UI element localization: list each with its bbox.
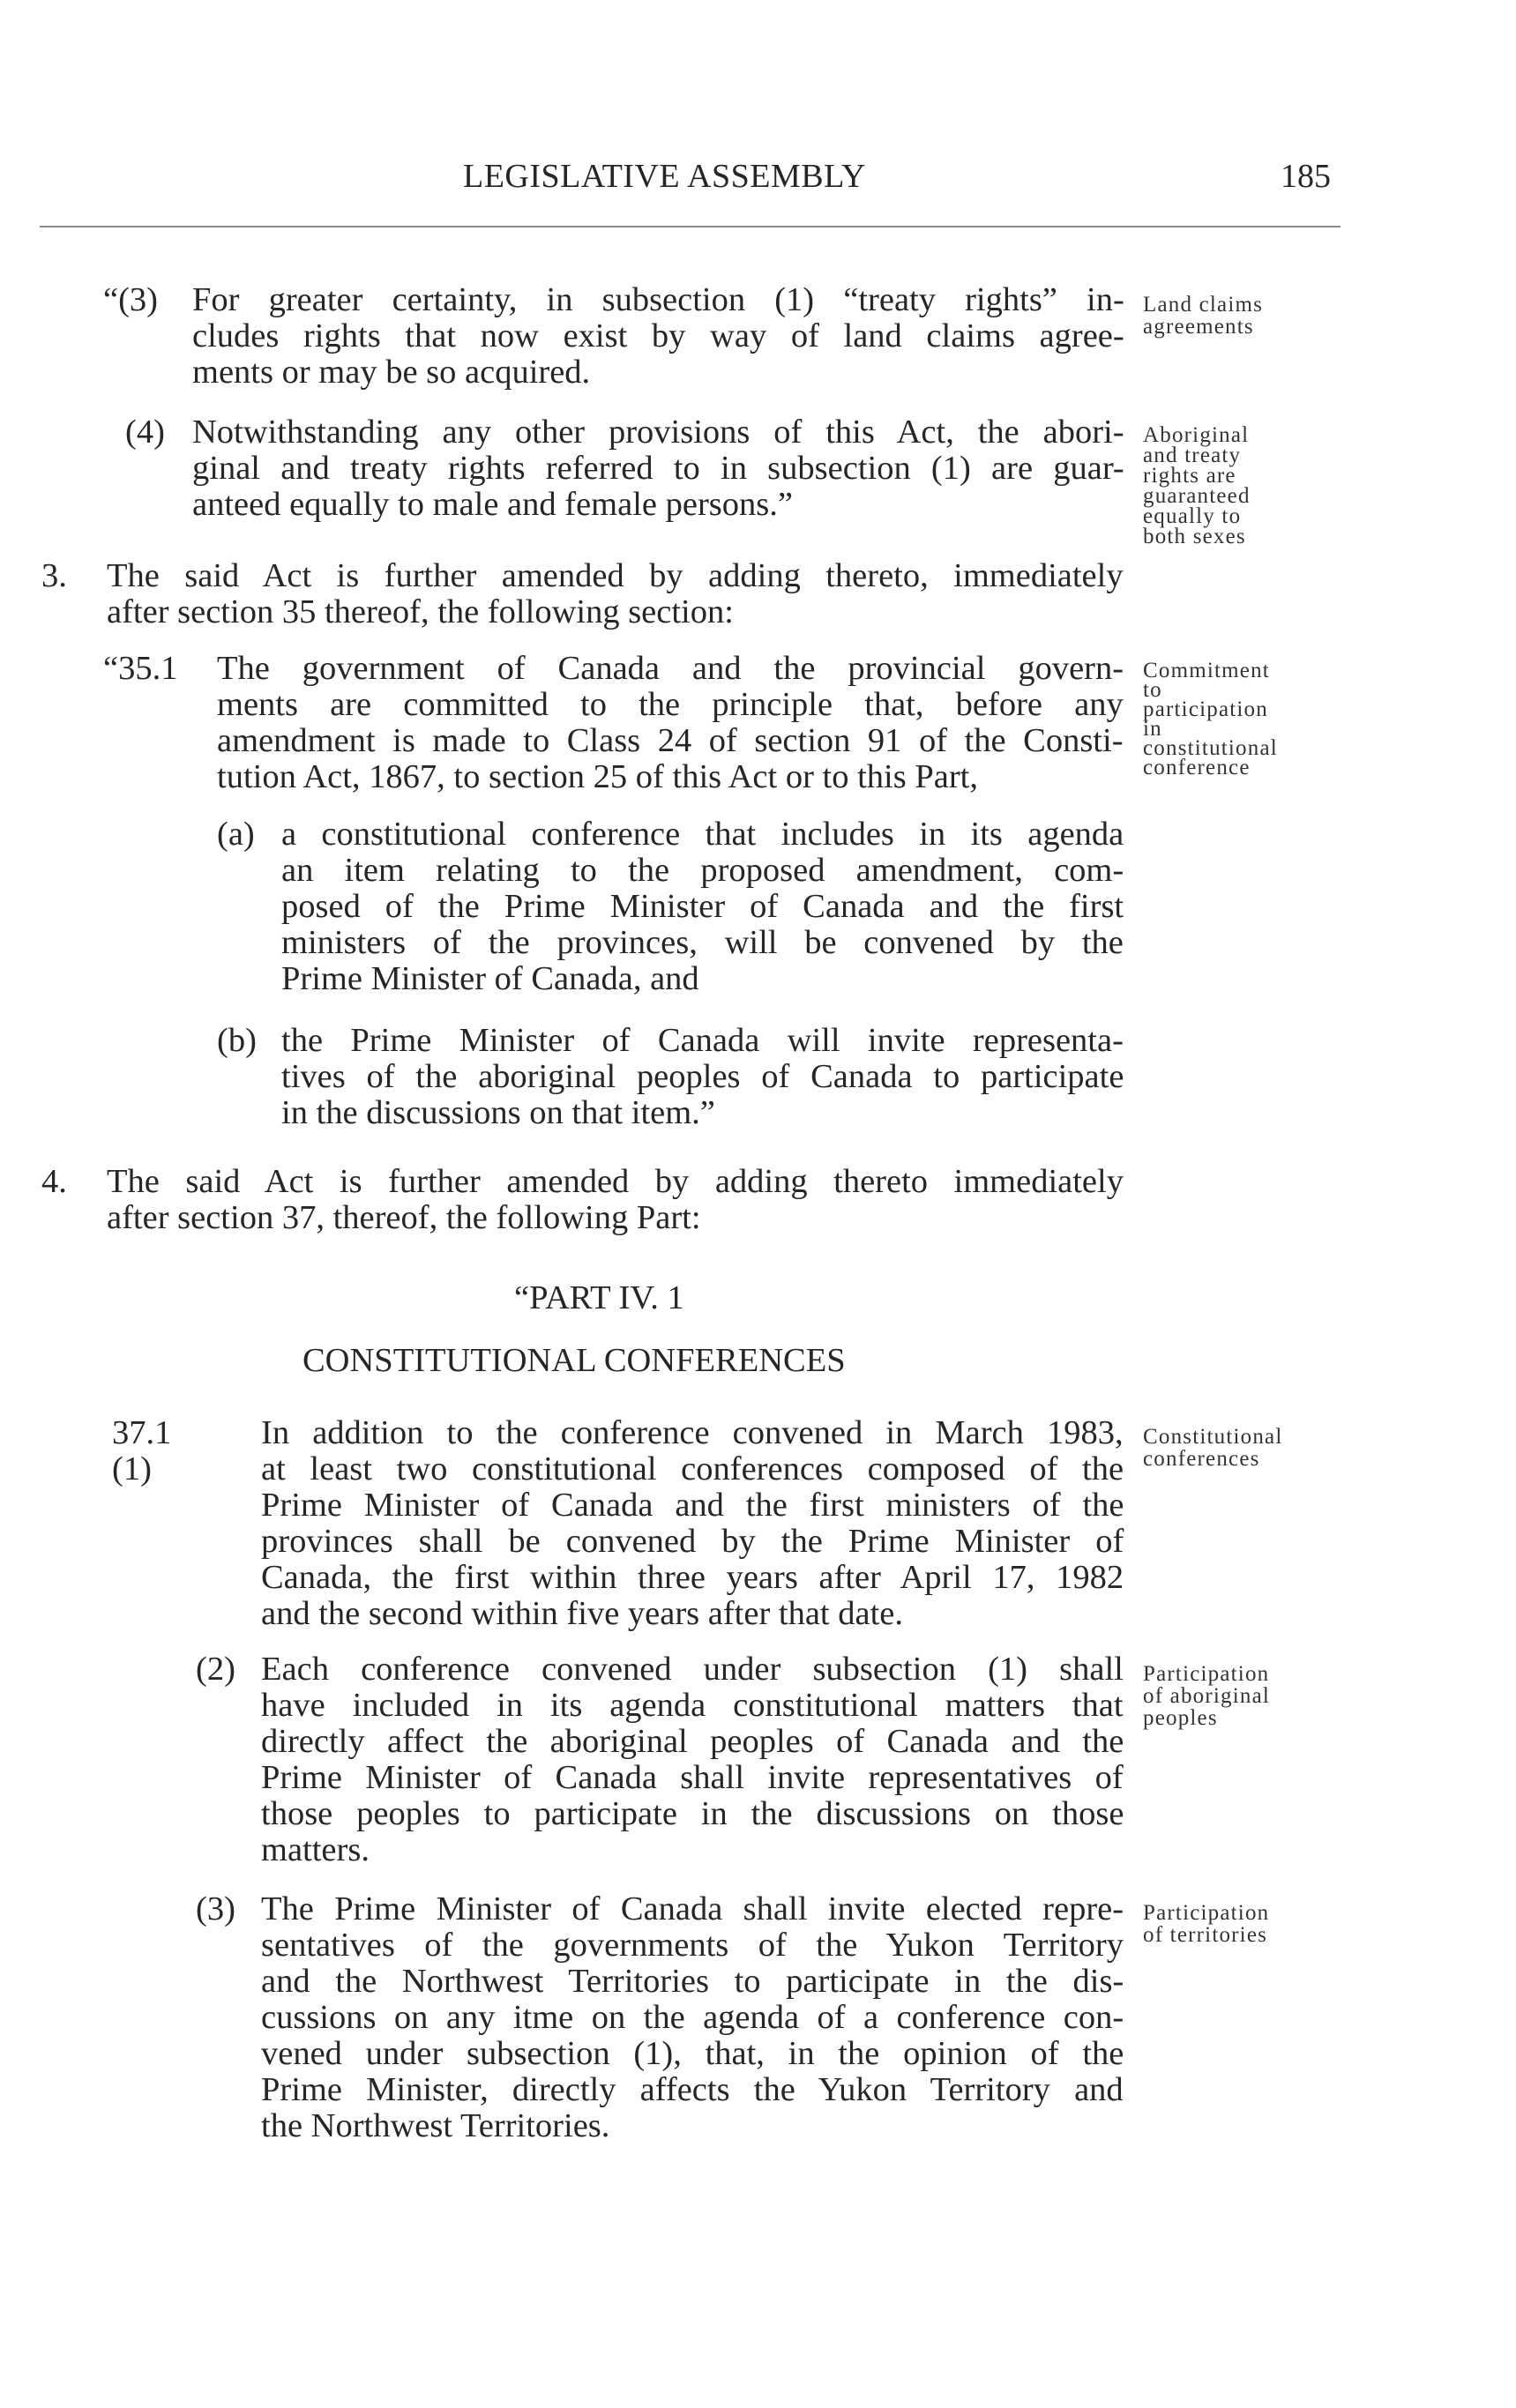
paragraph-number: (a) (217, 816, 255, 853)
text-line: those peoples to participate in the discussions on those (261, 1795, 1124, 1832)
text-line: sentatives of the governments of the Yukon Territory (261, 1927, 1124, 1964)
text-line: Canada, the first within three years after April 17, 1982 (261, 1559, 1124, 1596)
header-title: LEGISLATIVE ASSEMBLY (463, 158, 866, 195)
part-heading: “PART IV. 1 (514, 1279, 684, 1316)
text-line: The said Act is further amended by adding thereto, immediately (107, 557, 1124, 594)
note-line: conferences (1143, 1447, 1260, 1471)
paragraph-number: 3. (41, 557, 67, 594)
note-line: Participation (1143, 1662, 1270, 1686)
paragraph-text (107, 558, 1124, 630)
text-line: tution Act, 1867, to section 25 of this Act or to this Part, (217, 758, 978, 795)
note-line: agreements (1143, 315, 1254, 339)
paragraph-text (261, 1891, 1124, 2144)
paragraph-number: 37.1 (1) (112, 1414, 172, 1487)
text-line: In addition to the conference convened in March 1983, (261, 1414, 1124, 1451)
text-line: anteed equally to male and female persons.” (192, 486, 793, 523)
note-line: to (1143, 678, 1162, 702)
note-line: both sexes (1143, 525, 1246, 548)
text-line: Prime Minister of Canada, and (281, 960, 699, 997)
text-line: Prime Minister of Canada and the first ministers of the (261, 1487, 1124, 1524)
page-number: 185 (1281, 158, 1331, 195)
text-line: after section 35 thereof, the following section: (107, 593, 734, 630)
paragraph-number: (4) (125, 414, 165, 451)
margin-note-participation-aboriginal (1143, 1663, 1270, 1729)
paragraph-text (261, 1415, 1124, 1632)
text-line: have included in its agenda constitutional matters that (261, 1687, 1124, 1724)
paragraph-number: “(3) (103, 281, 158, 318)
note-line: and treaty (1143, 444, 1242, 467)
text-line: a constitutional conference that includes in its agenda (281, 816, 1124, 853)
text-line: the Prime Minister of Canada will invite representa- (281, 1022, 1124, 1059)
margin-note-land-claims (1143, 294, 1263, 338)
text-line: matters. (261, 1831, 370, 1868)
text-line: in the discussions on that item.” (281, 1094, 715, 1131)
text-line: vened under subsection (1), that, in the opinion of the (261, 2035, 1124, 2072)
paragraph-text (192, 414, 1124, 523)
paragraph-text (281, 1023, 1124, 1131)
paragraph-number: (3) (196, 1890, 235, 1927)
text-line: ments or may be so acquired. (192, 354, 591, 391)
text-line: provinces shall be convened by the Prime Minister of (261, 1523, 1124, 1560)
paragraph-text (281, 816, 1124, 997)
paragraph-text (261, 1651, 1124, 1868)
paragraph-number: (2) (196, 1651, 235, 1688)
text-line: directly affect the aboriginal peoples of Canada and the (261, 1723, 1124, 1760)
text-line: Notwithstanding any other provisions of this Act, the abori- (192, 414, 1124, 451)
text-line: Prime Minister, directly affects the Yukon Territory and (261, 2071, 1124, 2108)
text-line: cussions on any itme on the agenda of a conference con- (261, 1999, 1124, 2036)
text-line: and the second within five years after that date. (261, 1595, 904, 1632)
page-header (0, 157, 1516, 201)
note-line: of aboriginal (1143, 1684, 1271, 1708)
text-line: cludes rights that now exist by way of land claims agree- (192, 317, 1124, 354)
note-line: guaranteed (1143, 484, 1251, 508)
note-line: Land claims (1143, 293, 1264, 317)
note-line: peoples (1143, 1706, 1218, 1730)
margin-note-constitutional-conferences (1143, 1426, 1282, 1470)
text-line: The said Act is further amended by adding thereto immediately (107, 1163, 1124, 1200)
text-line: ments are committed to the principle that, before any (217, 686, 1124, 723)
text-line: at least two constitutional conferences composed of the (261, 1450, 1124, 1487)
paragraph-number: 4. (41, 1163, 67, 1200)
text-line: tives of the aboriginal peoples of Canada to participate (281, 1058, 1124, 1095)
text-line: and the Northwest Territories to participate in the dis- (261, 1963, 1124, 2000)
text-line: after section 37, thereof, the following Part: (107, 1199, 701, 1236)
note-line: participation (1143, 697, 1268, 721)
text-line: Each conference convened under subsection (1) shall (261, 1651, 1124, 1688)
header-rule (40, 226, 1341, 227)
note-line: of territories (1143, 1923, 1268, 1947)
note-line: Commitment (1143, 659, 1270, 682)
text-line: The Prime Minister of Canada shall invite elected repre- (261, 1890, 1124, 1927)
note-line: in (1143, 717, 1162, 741)
text-line: ginal and treaty rights referred to in subsection (1) are guar- (192, 450, 1124, 487)
note-line: rights are (1143, 464, 1236, 488)
paragraph-text (217, 651, 1124, 795)
text-line: Prime Minister of Canada shall invite representatives of (261, 1759, 1124, 1796)
paragraph-text (107, 1164, 1124, 1236)
note-line: equally to (1143, 504, 1242, 528)
paragraph-number: “35.1 (103, 650, 178, 687)
note-line: Aboriginal (1143, 423, 1250, 447)
paragraph-number: (b) (217, 1022, 257, 1059)
section-heading: CONSTITUTIONAL CONFERENCES (302, 1342, 846, 1379)
text-line: the Northwest Territories. (261, 2107, 610, 2144)
margin-note-commitment (1143, 661, 1278, 778)
note-line: Constitutional (1143, 1425, 1283, 1449)
note-line: constitutional (1143, 736, 1278, 760)
paragraph-text (192, 282, 1124, 391)
margin-note-participation-territories (1143, 1902, 1269, 1946)
note-line: Participation (1143, 1901, 1270, 1925)
text-line: For greater certainty, in subsection (1) “treaty rights” in- (192, 281, 1124, 318)
margin-note-aboriginal-rights (1143, 425, 1251, 547)
note-line: conference (1143, 756, 1251, 779)
text-line: The government of Canada and the provincial govern- (217, 650, 1124, 687)
text-line: amendment is made to Class 24 of section 91 of the Consti- (217, 722, 1124, 759)
text-line: posed of the Prime Minister of Canada and the first (281, 888, 1124, 925)
text-line: ministers of the provinces, will be convened by the (281, 924, 1124, 961)
text-line: an item relating to the proposed amendment, com- (281, 852, 1124, 889)
